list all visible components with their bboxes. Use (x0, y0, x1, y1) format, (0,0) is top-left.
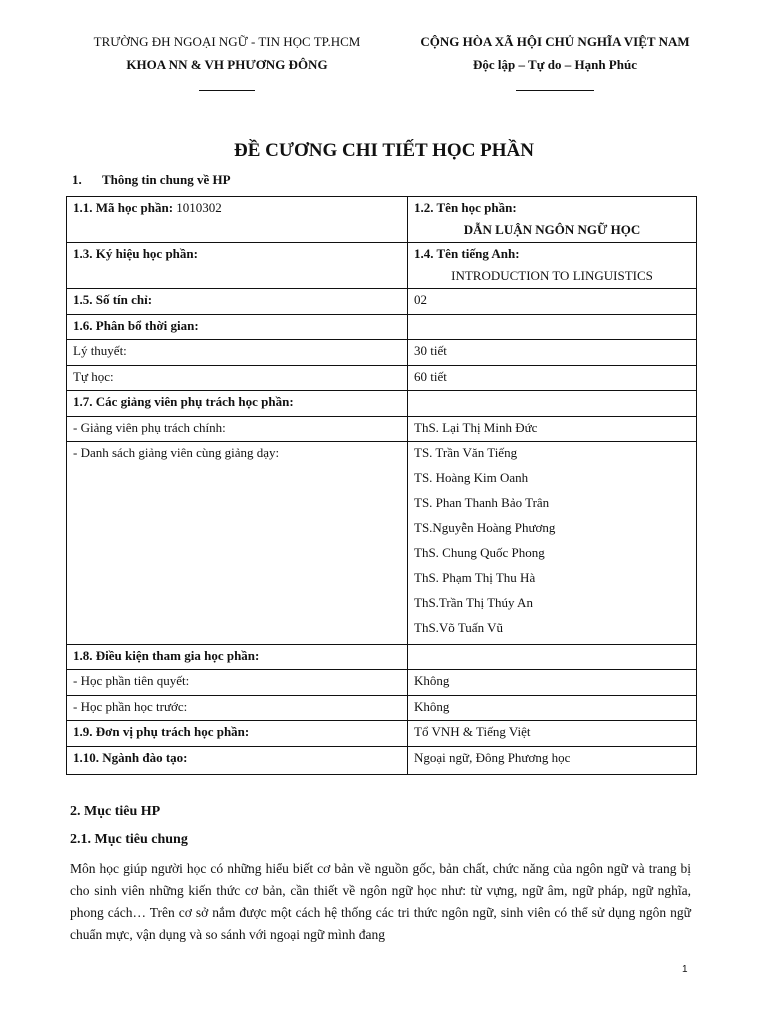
table-row (67, 670, 697, 696)
responsible-unit-value: Tổ VNH & Tiếng Việt (414, 724, 531, 739)
header-left-rule (199, 90, 255, 91)
course-name-value: DẪN LUẬN NGÔN NGỮ HỌC (463, 222, 641, 237)
lecturer-name: ThS.Trần Thị Thúy An (414, 595, 533, 610)
country-name: CỘNG HÒA XÃ HỘI CHỦ NGHĨA VIỆT NAM (420, 34, 690, 49)
co-lecturers-list (408, 442, 697, 645)
national-motto: Độc lập – Tự do – Hạnh Phúc (473, 57, 637, 72)
table-row (67, 417, 697, 442)
university-name: TRƯỜNG ĐH NGOẠI NGỮ - TIN HỌC TP.HCM (93, 34, 361, 49)
training-field-label: 1.10. Ngành đào tạo: (73, 750, 188, 765)
prior-course-value-cell (408, 696, 697, 721)
course-code-label: 1.1. Mã học phần: (73, 200, 174, 215)
table-row (67, 721, 697, 747)
theory-value-cell (408, 340, 697, 366)
prerequisite-course-value: Không (414, 673, 450, 688)
section-1-heading (72, 172, 231, 188)
prerequisite-course-label: - Học phần tiên quyết: (73, 673, 190, 688)
table-row (67, 289, 697, 315)
table-row (67, 366, 697, 391)
theory-value: 30 tiết (414, 343, 447, 358)
faculty-name: KHOA NN & VH PHƯƠNG ĐÔNG (126, 57, 328, 72)
page-number: 1 (682, 964, 688, 975)
lecturer-name: ThS. Phạm Thị Thu Hà (414, 570, 536, 585)
header-right-rule (516, 90, 594, 91)
training-field-value: Ngoại ngữ, Đông Phương học (414, 750, 571, 765)
table-row (67, 315, 697, 340)
prior-course-cell (67, 696, 408, 721)
credits-value: 02 (414, 292, 427, 307)
lecturers-heading-cell (67, 391, 408, 417)
section-2-heading: 2. Mục tiêu HP (70, 804, 161, 819)
lecturer-name: TS. Phan Thanh Bảo Trân (414, 495, 550, 510)
responsible-unit-label: 1.9. Đơn vị phụ trách học phần: (73, 724, 250, 739)
self-study-value: 60 tiết (414, 369, 447, 384)
time-allocation-cell (67, 315, 408, 340)
main-lecturer-value: ThS. Lại Thị Minh Đức (414, 420, 538, 435)
table-row (67, 340, 697, 366)
main-lecturer-value-cell (408, 417, 697, 442)
theory-cell (67, 340, 408, 366)
lecturers-heading-label: 1.7. Các giảng viên phụ trách học phần: (73, 394, 294, 409)
header-right (400, 32, 710, 95)
lecturer-name: TS. Hoàng Kim Oanh (414, 470, 529, 485)
english-name-label: 1.4. Tên tiếng Anh: (414, 246, 520, 261)
course-symbol-cell (67, 243, 408, 289)
lecturer-name: ThS.Võ Tuấn Vũ (414, 620, 503, 635)
prerequisite-course-value-cell (408, 670, 697, 696)
self-study-cell (67, 366, 408, 391)
responsible-unit-cell (67, 721, 408, 747)
document-title: ĐỀ CƯƠNG CHI TIẾT HỌC PHẦN (234, 140, 534, 161)
english-name-cell (408, 243, 697, 289)
lecturer-name: TS. Trần Văn Tiếng (414, 445, 518, 460)
credits-value-cell (408, 289, 697, 315)
prior-course-label: - Học phần học trước: (73, 699, 188, 714)
table-row (67, 747, 697, 775)
table-row (67, 243, 697, 289)
english-name-value: INTRODUCTION TO LINGUISTICS (451, 268, 653, 283)
table-row (67, 442, 697, 645)
table-row (67, 696, 697, 721)
course-name-label: 1.2. Tên học phần: (414, 200, 517, 215)
general-objective-paragraph: Môn học giúp người học có những hiểu biết cơ bản về nguồn gốc, bản chất, chức năng của ngôn ngữ và trang bị cho sinh viên những kiến thức cơ bản, cần thiết về ngôn ngữ học như: từ vựng, ngữ âm, ngữ pháp, ngữ nghĩa, phong cách… Trên cơ sở nắm được một cách hệ thống các tri thức ngôn ngữ, sinh viên có thể sử dụng ngôn ngữ chuẩn mực, vận dụng và so sánh với ngoại ngữ mình đang (70, 861, 691, 942)
responsible-unit-value-cell (408, 721, 697, 747)
section-2-1-heading: 2.1. Mục tiêu chung (70, 832, 188, 847)
empty-cell (408, 645, 697, 670)
lecturer-name: TS.Nguyễn Hoàng Phương (414, 520, 556, 535)
course-info-table (66, 196, 697, 775)
course-code-value: 1010302 (173, 200, 222, 215)
co-lecturers-cell (67, 442, 408, 645)
empty-cell (408, 391, 697, 417)
prerequisites-heading-label: 1.8. Điều kiện tham gia học phần: (73, 648, 260, 663)
section-1-number: 1. (72, 172, 82, 187)
training-field-cell (67, 747, 408, 775)
prerequisite-course-cell (67, 670, 408, 696)
credits-label: 1.5. Số tín chỉ: (73, 292, 153, 307)
course-name-cell (408, 197, 697, 243)
training-field-value-cell (408, 747, 697, 775)
course-code-cell (67, 197, 408, 243)
time-allocation-label: 1.6. Phân bổ thời gian: (73, 318, 199, 333)
prerequisites-heading-cell (67, 645, 408, 670)
course-symbol-label: 1.3. Ký hiệu học phần: (73, 246, 198, 261)
section-1-title: Thông tin chung về HP (102, 172, 231, 187)
main-lecturer-cell (67, 417, 408, 442)
table-row (67, 197, 697, 243)
empty-cell (408, 315, 697, 340)
main-lecturer-label: - Giảng viên phụ trách chính: (73, 420, 226, 435)
self-study-value-cell (408, 366, 697, 391)
credits-cell (67, 289, 408, 315)
theory-label: Lý thuyết: (73, 343, 127, 358)
table-row (67, 391, 697, 417)
header-left (52, 32, 402, 95)
lecturer-name: ThS. Chung Quốc Phong (414, 545, 545, 560)
self-study-label: Tự học: (73, 369, 114, 384)
table-row (67, 645, 697, 670)
co-lecturers-label: - Danh sách giảng viên cùng giảng dạy: (73, 445, 280, 460)
prior-course-value: Không (414, 699, 450, 714)
